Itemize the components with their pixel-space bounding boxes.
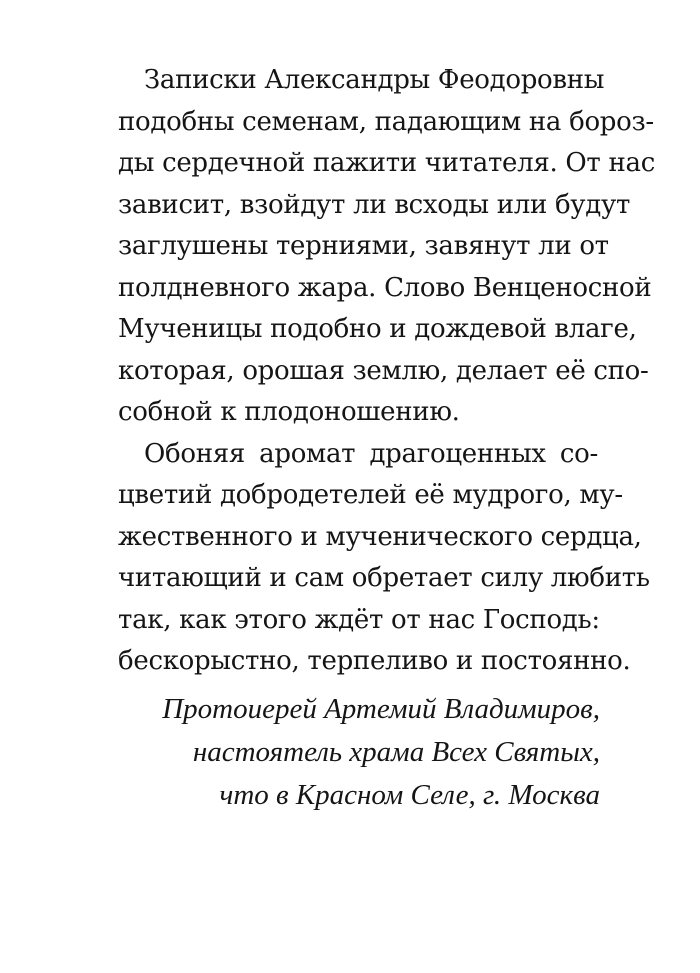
signature-block	[80, 688, 600, 817]
signature-line-1: Протоиерей Артемий Владимиров,	[162, 693, 600, 725]
paragraph-1-line-8: которая, орошая землю, делает её спо-	[118, 355, 649, 386]
paragraph-1-line-7: Мученицы подобно и дождевой влаге,	[118, 314, 637, 344]
signature-line-3: что в Красном Селе, г. Москва	[219, 779, 600, 811]
body-text	[118, 60, 655, 683]
paragraph-2-line-1: Обоняя аромат драгоценных со-	[144, 438, 598, 469]
paragraph-1-line-1: Записки Александры Феодоровны	[144, 65, 605, 95]
paragraph-2-line-4: читающий и сам обретает силу любить	[118, 563, 650, 593]
paragraph-2-line-6: бескорыстно, терпеливо и постоянно.	[118, 646, 631, 676]
paragraph-1-line-3: ды сердечной пажити читателя. От нас	[118, 148, 655, 178]
paragraph-1-line-2: подобны семенам, падающим на бороз-	[118, 106, 654, 137]
paragraph-1-line-6: полдневного жара. Слово Венценосной	[118, 272, 652, 303]
paragraph-2-line-5: так, как этого ждёт от нас Господь:	[118, 604, 600, 635]
paragraph-1-line-9: собной к плодоношению.	[118, 397, 460, 427]
paragraph-1-line-5: заглушены терниями, завянут ли от	[118, 231, 609, 261]
paragraph-2-line-2: цветий добродетелей её мудрого, му-	[118, 480, 623, 510]
signature-line-2: настоятель храма Всех Святых,	[192, 736, 600, 768]
paragraph-2-line-3: жественного и мученического сердца,	[118, 521, 642, 552]
paragraph-1-line-4: зависит, взойдут ли всходы или будут	[118, 189, 631, 220]
